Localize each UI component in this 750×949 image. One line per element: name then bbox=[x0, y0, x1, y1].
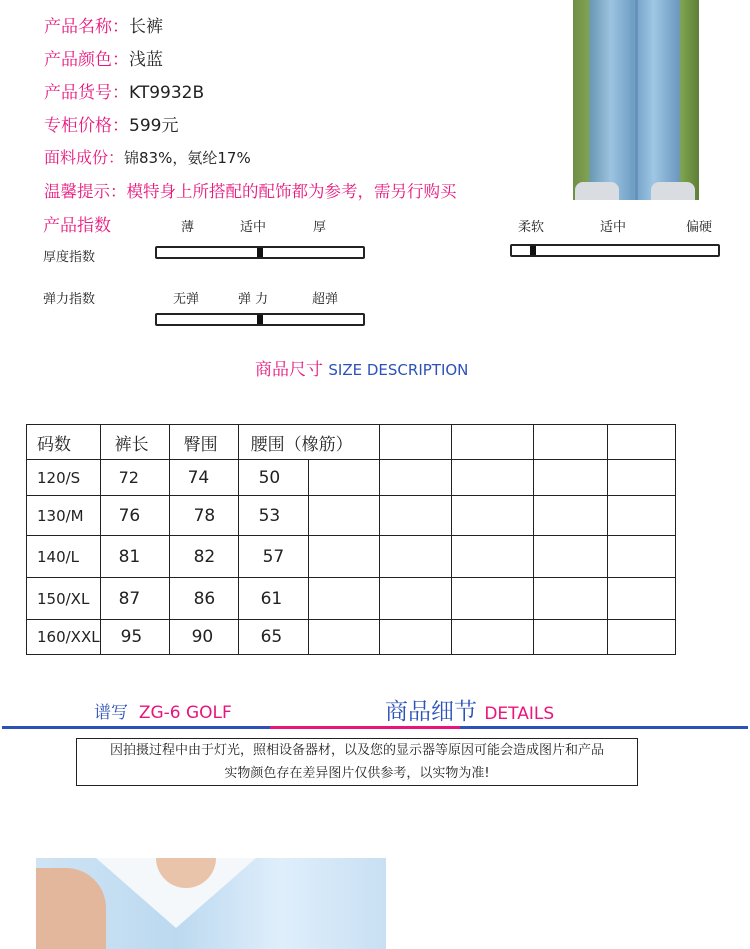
product-sku-label: 产品货号： bbox=[44, 83, 129, 103]
empty-cell bbox=[451, 496, 533, 536]
cell-hip: 86 bbox=[169, 578, 238, 620]
product-price-row bbox=[44, 111, 178, 136]
cell-waist: 50 bbox=[238, 460, 308, 496]
cell-hip: 78 bbox=[169, 496, 238, 536]
empty-cell bbox=[533, 460, 607, 496]
empty-cell bbox=[451, 578, 533, 620]
empty-cell bbox=[308, 496, 379, 536]
brand-label: 谱写 bbox=[94, 703, 128, 723]
softness-tick-medium: 适中 bbox=[600, 220, 627, 235]
details-title-cn: 商品细节 bbox=[385, 699, 477, 725]
product-fabric-value: 锦83%，氨纶17% bbox=[124, 149, 251, 167]
empty-cell bbox=[308, 536, 379, 578]
thickness-bar bbox=[155, 246, 365, 259]
product-color-label: 产品颜色： bbox=[44, 50, 129, 70]
cell-length: 72 bbox=[100, 460, 169, 496]
table-row bbox=[27, 460, 676, 496]
size-title-cn: 商品尺寸 bbox=[255, 360, 323, 380]
cell-length: 95 bbox=[100, 620, 169, 655]
thickness-tick-thin: 薄 bbox=[181, 220, 195, 235]
elasticity-tick-none: 无弹 bbox=[173, 292, 200, 307]
header-length: 裤长 bbox=[100, 425, 169, 460]
thickness-tick-medium: 适中 bbox=[240, 220, 267, 235]
empty-cell bbox=[533, 620, 607, 655]
table-row bbox=[27, 578, 676, 620]
size-table bbox=[26, 424, 676, 655]
cell-waist: 57 bbox=[238, 536, 308, 578]
product-color-value: 浅蓝 bbox=[129, 50, 163, 70]
product-color-row bbox=[44, 45, 163, 70]
empty-cell bbox=[379, 460, 451, 496]
detail-photo-collar bbox=[36, 858, 386, 949]
product-photo-pants bbox=[573, 0, 699, 200]
empty-cell bbox=[308, 578, 379, 620]
cell-hip: 74 bbox=[169, 460, 238, 496]
header-hip: 臀围 bbox=[169, 425, 238, 460]
product-name-row bbox=[44, 12, 163, 37]
empty-cell bbox=[451, 536, 533, 578]
softness-tick-soft: 柔软 bbox=[518, 220, 545, 235]
empty-cell bbox=[379, 578, 451, 620]
cell-hip: 90 bbox=[169, 620, 238, 655]
elasticity-label: 弹力指数 bbox=[43, 292, 96, 307]
cell-size: 160/XXL bbox=[27, 620, 101, 655]
brand-name: ZG-6 GOLF bbox=[138, 703, 232, 723]
empty-cell bbox=[451, 620, 533, 655]
empty-cell bbox=[533, 496, 607, 536]
product-sku-value: KT9932B bbox=[129, 83, 205, 103]
empty-cell bbox=[533, 536, 607, 578]
header-empty-cell bbox=[451, 425, 533, 460]
size-title-en: SIZE DESCRIPTION bbox=[328, 361, 469, 379]
product-name-value: 长裤 bbox=[129, 17, 163, 37]
cell-size: 120/S bbox=[27, 460, 101, 496]
cell-hip: 82 bbox=[169, 536, 238, 578]
cell-size: 140/L bbox=[27, 536, 101, 578]
product-price-label: 专柜价格： bbox=[44, 116, 129, 136]
details-title bbox=[385, 693, 554, 726]
header-empty-cell bbox=[379, 425, 451, 460]
thickness-label: 厚度指数 bbox=[43, 250, 96, 265]
thickness-marker bbox=[257, 248, 263, 257]
elasticity-bar bbox=[155, 313, 365, 326]
table-header-row bbox=[27, 425, 676, 460]
cell-waist: 65 bbox=[238, 620, 308, 655]
elasticity-marker bbox=[257, 315, 263, 324]
empty-cell bbox=[607, 620, 675, 655]
empty-cell bbox=[607, 536, 675, 578]
disclaimer-line-2: 实物颜色存在差异图片仅供参考，以实物为准! bbox=[224, 766, 490, 781]
empty-cell bbox=[607, 578, 675, 620]
empty-cell bbox=[379, 536, 451, 578]
elasticity-tick-medium: 弹 力 bbox=[238, 292, 269, 307]
table-row bbox=[27, 536, 676, 578]
empty-cell bbox=[379, 620, 451, 655]
header-empty-cell bbox=[607, 425, 675, 460]
index-title: 产品指数 bbox=[43, 216, 111, 236]
photo-disclaimer bbox=[76, 738, 638, 786]
cell-length: 76 bbox=[100, 496, 169, 536]
header-empty-cell bbox=[533, 425, 607, 460]
header-size: 码数 bbox=[27, 425, 101, 460]
section-divider bbox=[2, 726, 748, 729]
cell-size: 130/M bbox=[27, 496, 101, 536]
product-name-label: 产品名称： bbox=[44, 17, 129, 37]
cell-size: 150/XL bbox=[27, 578, 101, 620]
product-fabric-label: 面料成份： bbox=[44, 148, 125, 167]
empty-cell bbox=[379, 496, 451, 536]
product-tip: 温馨提示：模特身上所搭配的配饰都为参考，需另行购买 bbox=[44, 182, 457, 201]
cell-length: 87 bbox=[100, 578, 169, 620]
cell-length: 81 bbox=[100, 536, 169, 578]
empty-cell bbox=[308, 620, 379, 655]
table-row bbox=[27, 620, 676, 655]
elasticity-tick-super: 超弹 bbox=[312, 292, 339, 307]
empty-cell bbox=[607, 496, 675, 536]
cell-waist: 61 bbox=[238, 578, 308, 620]
product-price-value: 599元 bbox=[129, 116, 179, 136]
empty-cell bbox=[451, 460, 533, 496]
empty-cell bbox=[607, 460, 675, 496]
softness-tick-hard: 偏硬 bbox=[686, 220, 713, 235]
details-title-en: DETAILS bbox=[484, 704, 555, 724]
disclaimer-line-1: 因拍摄过程中由于灯光，照相设备器材，以及您的显示器等原因可能会造成图片和产品 bbox=[109, 743, 604, 758]
cell-waist: 53 bbox=[238, 496, 308, 536]
softness-bar bbox=[510, 244, 720, 257]
softness-marker bbox=[530, 246, 536, 255]
product-fabric-row bbox=[44, 145, 251, 168]
brand-line bbox=[94, 698, 232, 723]
header-waist: 腰围（橡筋） bbox=[238, 425, 379, 460]
table-row bbox=[27, 496, 676, 536]
empty-cell bbox=[533, 578, 607, 620]
product-sku-row bbox=[44, 78, 204, 103]
size-section-title bbox=[255, 355, 468, 380]
thickness-tick-thick: 厚 bbox=[313, 220, 327, 235]
empty-cell bbox=[308, 460, 379, 496]
